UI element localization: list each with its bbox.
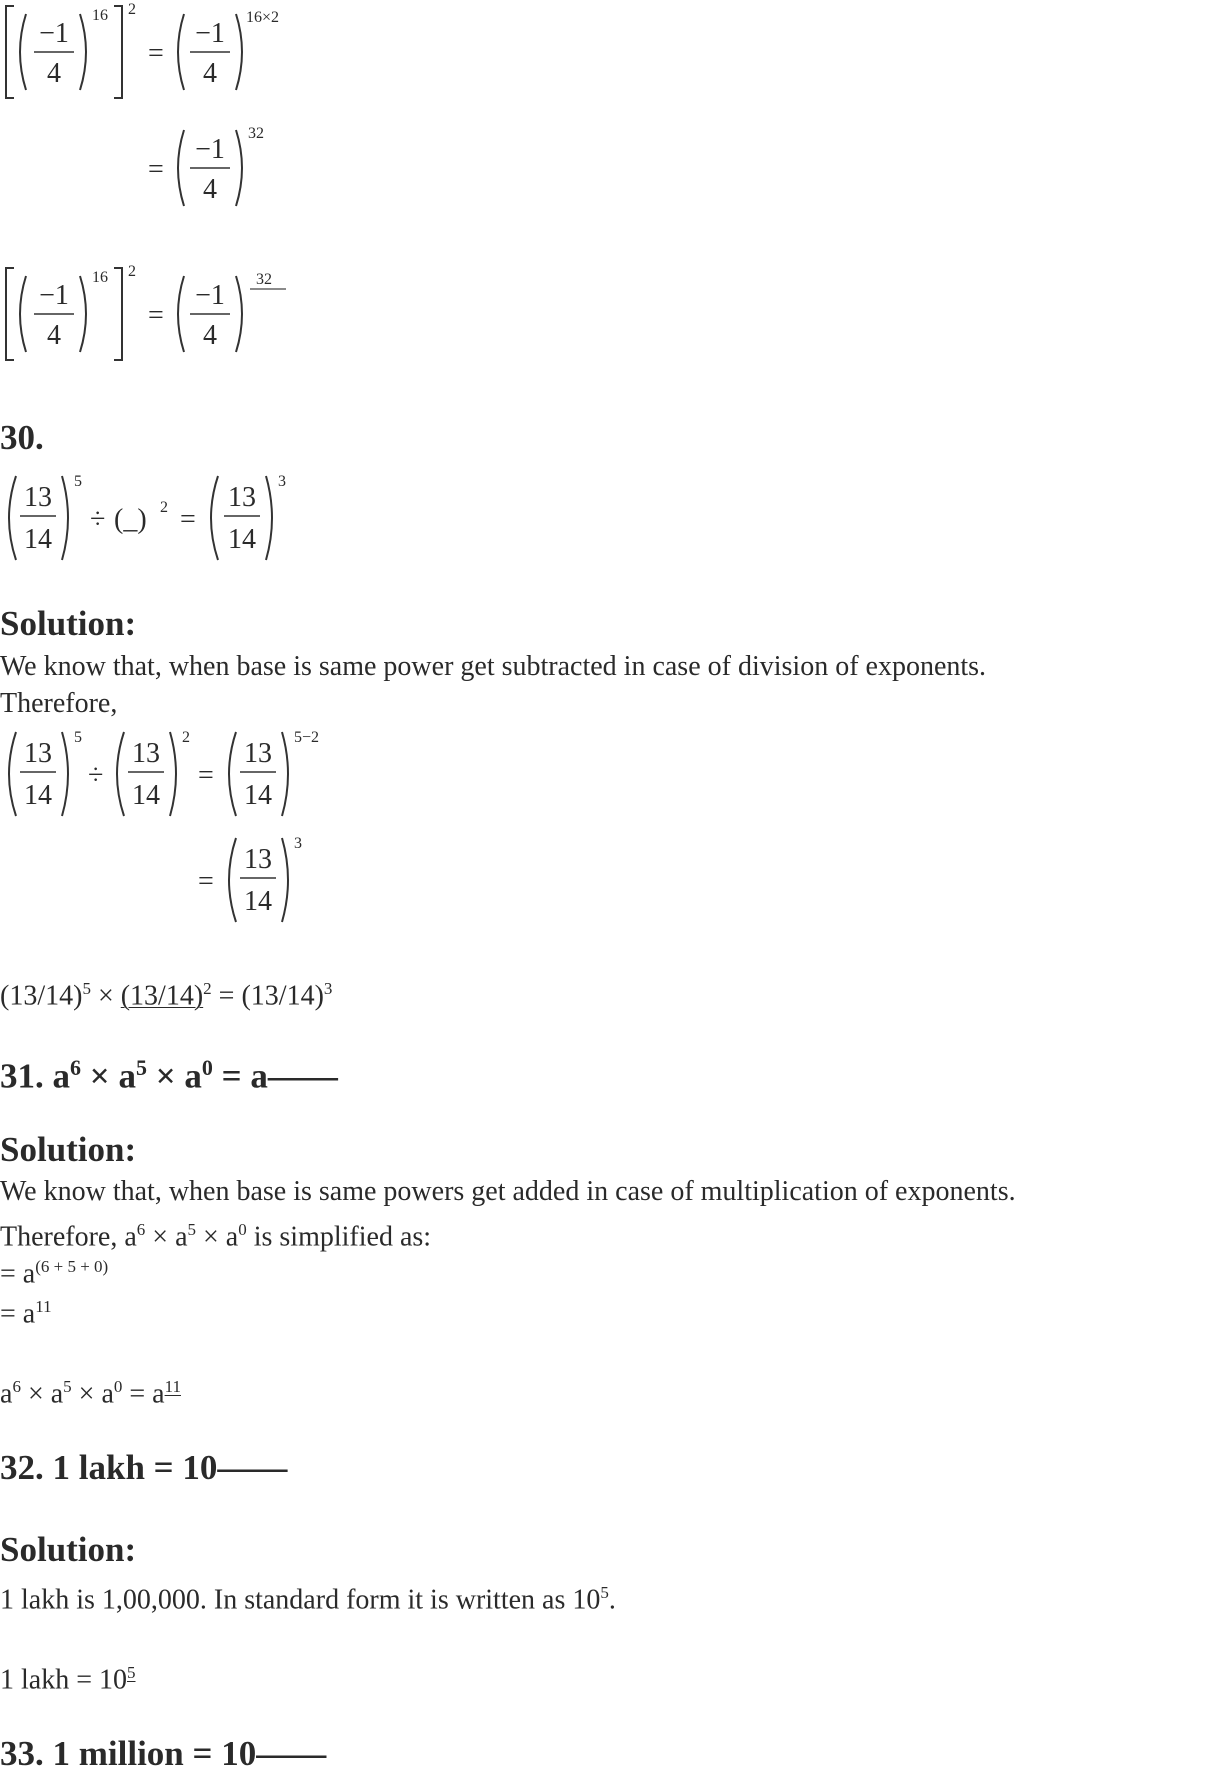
svg-text:4: 4: [203, 174, 217, 205]
svg-text:5: 5: [74, 729, 82, 746]
q33-question: 33. 1 million = 10——: [0, 1734, 327, 1773]
svg-text:2: 2: [182, 729, 190, 746]
q31-question: 31. $a^6 \times a^5 \times a^0$ = a——: [0, 1055, 338, 1096]
q29-outer-exp: 2: [128, 1, 136, 18]
q30-number: 30.: [0, 418, 44, 457]
svg-text:−1: −1: [195, 134, 225, 165]
svg-text:14: 14: [24, 524, 52, 555]
q29-equation-line-1: [0, 0, 300, 115]
q32-answer: 1 lakh = $10^5$: [0, 1656, 150, 1697]
q29-inner-exp: 16: [92, 7, 108, 24]
q30-question-equation: [0, 470, 300, 575]
svg-text:3: 3: [294, 835, 302, 852]
svg-text:14: 14: [244, 780, 272, 811]
q30-answer-fill: (13/14): [120, 980, 204, 1012]
svg-text:13: 13: [228, 482, 256, 513]
svg-text:16: 16: [92, 269, 108, 286]
svg-text:4: 4: [47, 320, 61, 351]
svg-text:14: 14: [24, 780, 52, 811]
q29-base-den: 4: [47, 58, 61, 89]
q30-therefore: Therefore,: [0, 688, 118, 719]
q31-step-1: = $a^{(6 + 5 + 0)}$: [0, 1257, 109, 1290]
q32-solution-heading: Solution:: [0, 1530, 137, 1569]
q29-final-exp: 32: [256, 271, 272, 288]
svg-text:13: 13: [244, 738, 272, 769]
svg-text:32: 32: [248, 125, 264, 142]
svg-text:13: 13: [24, 738, 52, 769]
svg-text:3: 3: [278, 473, 286, 490]
svg-text:4: 4: [203, 320, 217, 351]
svg-text:2: 2: [128, 263, 136, 280]
q30-answer: $(13/14)^5 \times (13/14)^2 = (13/14)^3$: [0, 979, 333, 1012]
svg-text:=: =: [148, 300, 164, 331]
q29-rhs-exp: 16×2: [246, 9, 280, 26]
q30-work-line-1: [0, 726, 360, 831]
svg-text:14: 14: [132, 780, 160, 811]
q29-final-answer: [0, 262, 300, 377]
q32-answer-fill: 5: [127, 1663, 136, 1682]
q31-solution-text: We know that, when base is same powers get added in case of multiplication of exponents.: [0, 1176, 1016, 1207]
svg-text:5: 5: [74, 473, 82, 490]
svg-text:14: 14: [228, 524, 256, 555]
q30-solution-heading: Solution:: [0, 604, 137, 643]
q31-answer: $a^6 \times a^5 \times a^0 = a^{11}$: [0, 1370, 195, 1411]
svg-text:13: 13: [132, 738, 160, 769]
svg-text:2: 2: [160, 499, 168, 516]
svg-text:13: 13: [244, 844, 272, 875]
svg-text:14: 14: [244, 886, 272, 917]
q29-rhs-num: −1: [195, 18, 225, 49]
svg-text:−1: −1: [39, 280, 69, 311]
svg-text:=: =: [180, 504, 196, 535]
svg-text:=: =: [198, 760, 214, 791]
q29-base-num: −1: [39, 18, 69, 49]
q29-equation-line-2: [0, 120, 300, 225]
svg-text:−1: −1: [195, 280, 225, 311]
q31-solution-heading: Solution:: [0, 1130, 137, 1169]
svg-text:÷: ÷: [88, 760, 104, 791]
svg-text:5−2: 5−2: [294, 729, 320, 746]
q31-answer-fill: 11: [164, 1377, 181, 1396]
q30-blank: (_): [114, 504, 147, 535]
svg-text:=: =: [148, 154, 164, 185]
q32-solution-text: 1 lakh is 1,00,000. In standard form it is written as $10^5$.: [0, 1583, 616, 1616]
svg-text:÷: ÷: [90, 504, 106, 535]
q29-rhs-den: 4: [203, 58, 217, 89]
q30-solution-text: We know that, when base is same power get subtracted in case of division of exponents.: [0, 651, 987, 682]
q31-step-2: = $a^{11}$: [0, 1297, 52, 1330]
svg-text:=: =: [198, 866, 214, 897]
q30-work-line-2: [0, 832, 360, 937]
svg-text:13: 13: [24, 482, 52, 513]
q31-therefore: Therefore, $a^6 \times a^5 \times a^0$ is simplified as:: [0, 1220, 432, 1253]
q29-equals: =: [148, 38, 164, 69]
q32-question: 32. 1 lakh = 10——: [0, 1448, 288, 1487]
